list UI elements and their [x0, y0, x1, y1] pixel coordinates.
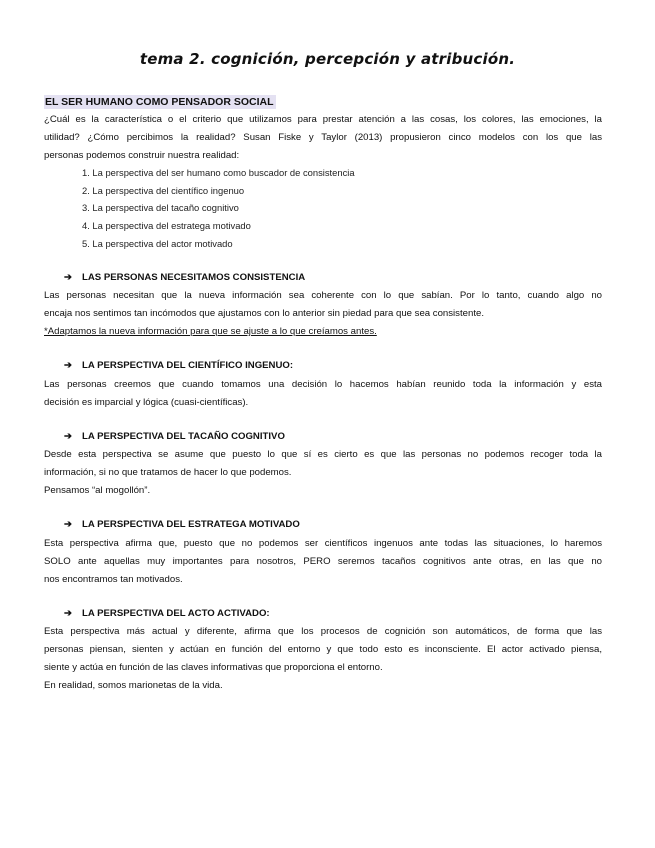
arrow-right-icon: ➔: [64, 431, 73, 442]
section-heading-cientifico: [64, 360, 293, 371]
models-list: [82, 164, 355, 253]
section-body-cientifico: [44, 376, 602, 412]
section-line: SOLO ante aquellas muy importantes para nosotros, PERO seremos tacaños cognitivos ante otras, en las que no: [44, 556, 602, 567]
section-heading-consistencia: [64, 272, 305, 283]
page-title: tema 2. cognición, percepción y atribución.: [139, 50, 516, 68]
section-body-consistencia: [44, 287, 602, 341]
arrow-right-icon: ➔: [64, 608, 73, 619]
section-body-tacano: [44, 446, 602, 500]
list-item: 5. La perspectiva del actor motivado: [82, 237, 233, 249]
section-heading-text: LA PERSPECTIVA DEL TACAÑO COGNITIVO: [82, 431, 285, 442]
section-line: Esta perspectiva afirma que, puesto que no podemos ser científicos ingenuos ante todas las situaciones, lo haremos: [44, 538, 602, 549]
section-line: Las personas creemos que cuando tomamos una decisión lo hacemos habían reunido toda la información y esta: [44, 379, 602, 390]
section-heading-text: LAS PERSONAS NECESITAMOS CONSISTENCIA: [82, 272, 306, 283]
section-line: personas piensan, sienten y actúan en función del entorno y que todo esto es inconsciente. El actor activado piensa,: [44, 644, 602, 655]
intro-line: utilidad? ¿Cómo percibimos la realidad? Susan Fiske y Taylor (2013) propusieron cinco modelos con los que las: [44, 132, 602, 143]
intro-line: ¿Cuál es la característica o el criterio que utilizamos para prestar atención a las cosas, los colores, las emociones, la: [44, 114, 602, 125]
section-heading-text: LA PERSPECTIVA DEL ESTRATEGA MOTIVADO: [82, 519, 300, 530]
section-line: Pensamos “al mogollón”.: [44, 485, 151, 496]
section-line: Desde esta perspectiva se asume que puesto lo que sí es cierto es que las personas no podemos recoger toda la: [44, 449, 602, 460]
section-heading-text: LA PERSPECTIVA DEL CIENTÍFICO INGENUO:: [82, 360, 294, 371]
section-heading-acto-activado: [64, 608, 270, 619]
section-heading-text: LA PERSPECTIVA DEL ACTO ACTIVADO:: [82, 608, 270, 619]
section-heading-tacano: [64, 431, 285, 442]
intro-paragraph: [44, 111, 602, 165]
arrow-right-icon: ➔: [64, 272, 73, 283]
arrow-right-icon: ➔: [64, 360, 73, 371]
section-line: Las personas necesitan que la nueva información sea coherente con lo que sabían. Por lo tanto, cuando algo no: [44, 290, 602, 301]
section-body-estratega: [44, 535, 602, 589]
intro-heading: EL SER HUMANO COMO PENSADOR SOCIAL: [45, 96, 274, 108]
list-item: 4. La perspectiva del estratega motivado: [82, 220, 251, 232]
list-item: 3. La perspectiva del tacaño cognitivo: [82, 202, 239, 214]
list-item: 2. La perspectiva del científico ingenuo: [82, 184, 245, 196]
section-line: siente y actúa en función de las claves informativas que proporciona el entorno.: [44, 662, 383, 673]
intro-line: personas podemos construir nuestra realidad:: [44, 150, 240, 161]
section-heading-estratega: [64, 519, 300, 530]
section-line: información, si no que tratamos de hacer lo que podemos.: [44, 467, 292, 478]
list-item: 1. La perspectiva del ser humano como buscador de consistencia: [82, 167, 355, 178]
section-line: Esta perspectiva más actual y diferente, afirma que los procesos de cognición son automáticos, de forma que las: [44, 626, 602, 637]
section-line: decisión es imparcial y lógica (cuasi-científicas).: [44, 397, 249, 408]
section-line: encaja nos sentimos tan incómodos que ajustamos con lo anterior sin piedad para que sea consistente.: [44, 308, 484, 319]
section-line: En realidad, somos marionetas de la vida.: [44, 680, 223, 691]
section-body-acto-activado: [44, 623, 602, 695]
section-line: nos encontramos tan motivados.: [44, 574, 183, 585]
arrow-right-icon: ➔: [64, 519, 73, 530]
section-line-underlined: *Adaptamos la nueva información para que se ajuste a lo que creíamos antes.: [44, 326, 377, 337]
